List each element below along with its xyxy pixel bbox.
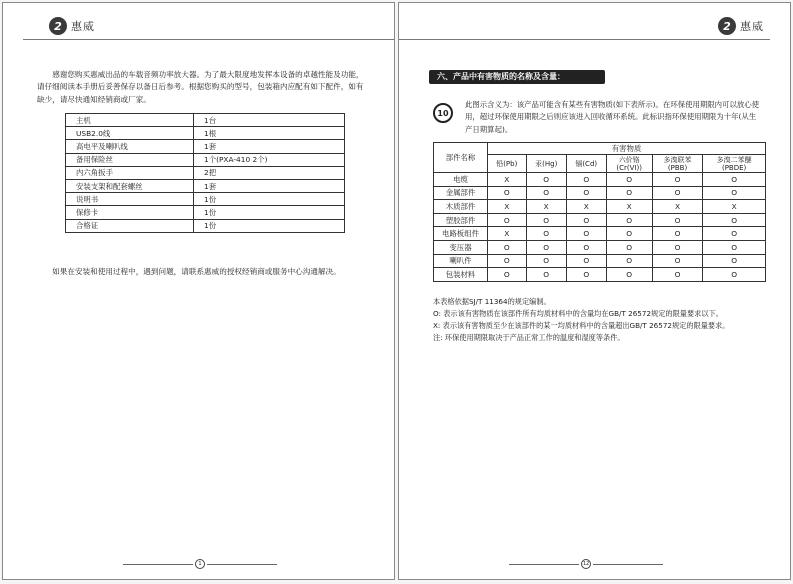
intro-paragraph: 感谢您购买惠威出品的车载音频功率放大器。为了最大限度地发挥本设备的卓越性能及功能，请仔细阅读本手册后妥善保存以备日后参考。根据您购买的型号，包装箱内应配有如下配件，如有缺少，请尽快通知经销商或厂家。 <box>37 70 364 104</box>
brand-header <box>718 17 764 35</box>
substance-header-line: (PBDE) <box>721 163 747 172</box>
substance-header <box>652 155 702 173</box>
substance-group-header: 有害物质 <box>488 143 766 155</box>
table-row <box>66 140 345 153</box>
accessory-quantity-cell: 1套 <box>194 140 345 153</box>
substance-value-cell: O <box>652 240 702 254</box>
footer-line <box>207 564 277 565</box>
substance-value-cell: O <box>703 227 766 241</box>
section-title: 六、产品中有害物质的名称及含量： <box>429 70 605 84</box>
brand-name: 惠威 <box>71 20 95 33</box>
table-row <box>434 186 766 200</box>
table-row <box>434 254 766 268</box>
substance-value-cell: O <box>606 227 652 241</box>
accessory-quantity-cell: 1份 <box>194 193 345 206</box>
accessories-table <box>65 113 345 233</box>
header-divider <box>399 39 770 40</box>
table-row <box>434 227 766 241</box>
substance-value-cell: O <box>652 173 702 187</box>
page-footer <box>509 559 663 569</box>
substance-header-line: 六价铬 <box>618 155 640 164</box>
substance-value-cell: O <box>488 213 527 227</box>
hazardous-substances-table <box>433 142 766 282</box>
left-page <box>2 2 395 580</box>
table-row <box>66 219 345 232</box>
support-paragraph: 如果在安装和使用过程中，遇到问题，请联系惠威的授权经销商或服务中心沟通解决。 <box>52 267 341 276</box>
table-row <box>66 127 345 140</box>
table-row <box>66 179 345 192</box>
part-name-cell: 电路板组件 <box>434 227 488 241</box>
substance-value-cell: O <box>526 186 566 200</box>
substance-header <box>566 155 606 173</box>
substance-value-cell: O <box>703 268 766 282</box>
accessory-name-cell: USB2.0线 <box>66 127 194 140</box>
accessory-quantity-cell: 1根 <box>194 127 345 140</box>
part-name-cell: 变压器 <box>434 240 488 254</box>
page-number: 12 <box>582 561 590 567</box>
accessory-quantity-cell: 1份 <box>194 206 345 219</box>
accessory-quantity-cell: 1套 <box>194 179 345 192</box>
substance-value-cell: X <box>526 200 566 214</box>
substance-value-cell: O <box>606 240 652 254</box>
table-row <box>66 206 345 219</box>
substance-value-cell: X <box>488 200 527 214</box>
substance-value-cell: O <box>526 240 566 254</box>
substance-value-cell: O <box>606 268 652 282</box>
accessory-quantity-cell: 1份 <box>194 219 345 232</box>
table-notes <box>433 296 767 344</box>
part-name-cell: 电缆 <box>434 173 488 187</box>
substance-value-cell: O <box>526 227 566 241</box>
substance-value-cell: O <box>703 186 766 200</box>
substance-value-cell: X <box>566 200 606 214</box>
brand-logo-icon: 2 <box>49 17 67 35</box>
part-name-cell: 包装材料 <box>434 268 488 282</box>
substance-value-cell: O <box>566 268 606 282</box>
substance-value-cell: O <box>652 186 702 200</box>
brand-name: 惠威 <box>740 20 764 33</box>
page-footer <box>123 559 277 569</box>
note-line: 注: 环保使用期限取决于产品正常工作的温度和湿度等条件。 <box>433 333 625 342</box>
table-row <box>66 114 345 127</box>
table-row <box>66 166 345 179</box>
substance-value-cell: X <box>703 200 766 214</box>
substance-header <box>488 155 527 173</box>
substance-header-line: 汞(Hg) <box>535 159 558 168</box>
accessory-quantity-cell: 1个(PXA-410 2个) <box>194 153 345 166</box>
accessory-name-cell: 内六角扳手 <box>66 166 194 179</box>
substance-value-cell: O <box>652 268 702 282</box>
substance-value-cell: X <box>488 227 527 241</box>
substance-value-cell: O <box>606 186 652 200</box>
part-name-cell: 喇叭件 <box>434 254 488 268</box>
substance-header-line: 铅(Pb) <box>496 159 518 168</box>
substance-value-cell: O <box>703 240 766 254</box>
epup-description: 此图示含义为：该产品可能含有某些有害物质(如下表所示)。在环保使用期限内可以放心使用，超过环保使用期限之后则应该进入回收循环系统。此标识指环保使用期限为十年(从生产日期算起)。 <box>465 100 760 134</box>
substance-value-cell: O <box>566 227 606 241</box>
accessory-quantity-cell: 2把 <box>194 166 345 179</box>
substance-header-line: 多溴二苯醚 <box>716 155 752 164</box>
substance-header-line: 多溴联苯 <box>663 155 692 164</box>
substance-value-cell: O <box>566 173 606 187</box>
substance-header-line: (PBB) <box>667 163 688 172</box>
substance-header <box>606 155 652 173</box>
substance-value-cell: O <box>566 240 606 254</box>
part-name-cell: 塑胶部件 <box>434 213 488 227</box>
accessory-name-cell: 保修卡 <box>66 206 194 219</box>
accessory-name-cell: 高电平及喇叭线 <box>66 140 194 153</box>
substance-value-cell: X <box>488 173 527 187</box>
table-row <box>434 268 766 282</box>
substance-value-cell: O <box>526 213 566 227</box>
substance-value-cell: O <box>566 254 606 268</box>
table-row <box>434 240 766 254</box>
substance-value-cell: O <box>652 254 702 268</box>
substance-value-cell: O <box>703 173 766 187</box>
substance-value-cell: O <box>566 186 606 200</box>
substance-value-cell: O <box>488 186 527 200</box>
accessory-name-cell: 安装支架和配套螺丝 <box>66 179 194 192</box>
substance-header <box>526 155 566 173</box>
accessory-name-cell: 备用保险丝 <box>66 153 194 166</box>
substance-value-cell: O <box>703 213 766 227</box>
substance-value-cell: O <box>488 268 527 282</box>
substance-value-cell: O <box>606 173 652 187</box>
substance-value-cell: O <box>526 268 566 282</box>
substance-value-cell: O <box>703 254 766 268</box>
table-row <box>66 193 345 206</box>
substance-value-cell: O <box>606 254 652 268</box>
accessory-quantity-cell: 1台 <box>194 114 345 127</box>
epup-10-icon: 10 <box>433 103 453 123</box>
table-row <box>66 153 345 166</box>
note-line: 本表格依据SJ/T 11364的规定编制。 <box>433 297 551 306</box>
substance-header-line: (Cr(VI)) <box>616 163 642 172</box>
accessory-name-cell: 合格证 <box>66 219 194 232</box>
substance-value-cell: O <box>526 254 566 268</box>
accessory-name-cell: 说明书 <box>66 193 194 206</box>
table-row <box>434 173 766 187</box>
footer-line <box>593 564 663 565</box>
substance-value-cell: O <box>566 213 606 227</box>
footer-line <box>123 564 193 565</box>
substance-header <box>703 155 766 173</box>
substance-value-cell: O <box>488 240 527 254</box>
substance-value-cell: O <box>652 227 702 241</box>
substance-value-cell: X <box>652 200 702 214</box>
substance-header-line: 镉(Cd) <box>575 159 598 168</box>
part-name-cell: 金属部件 <box>434 186 488 200</box>
note-line: X: 表示该有害物质至少在该部件的某一均质材料中的含量超出GB/T 26572规定的限量要求。 <box>433 321 730 330</box>
table-row <box>434 200 766 214</box>
page-number: 1 <box>195 559 205 569</box>
table-row <box>434 213 766 227</box>
substance-value-cell: O <box>526 173 566 187</box>
part-name-header: 部件名称 <box>434 143 488 173</box>
right-page <box>398 2 791 580</box>
brand-header <box>49 17 95 35</box>
substance-value-cell: O <box>606 213 652 227</box>
substance-value-cell: O <box>652 213 702 227</box>
header-divider <box>23 39 394 40</box>
footer-line <box>509 564 579 565</box>
substance-value-cell: O <box>488 254 527 268</box>
part-name-cell: 木质部件 <box>434 200 488 214</box>
note-line: O: 表示该有害物质在该部件所有均质材料中的含量均在GB/T 26572规定的限量要求以下。 <box>433 309 723 318</box>
brand-logo-icon: 2 <box>718 17 736 35</box>
accessory-name-cell: 主机 <box>66 114 194 127</box>
substance-value-cell: X <box>606 200 652 214</box>
